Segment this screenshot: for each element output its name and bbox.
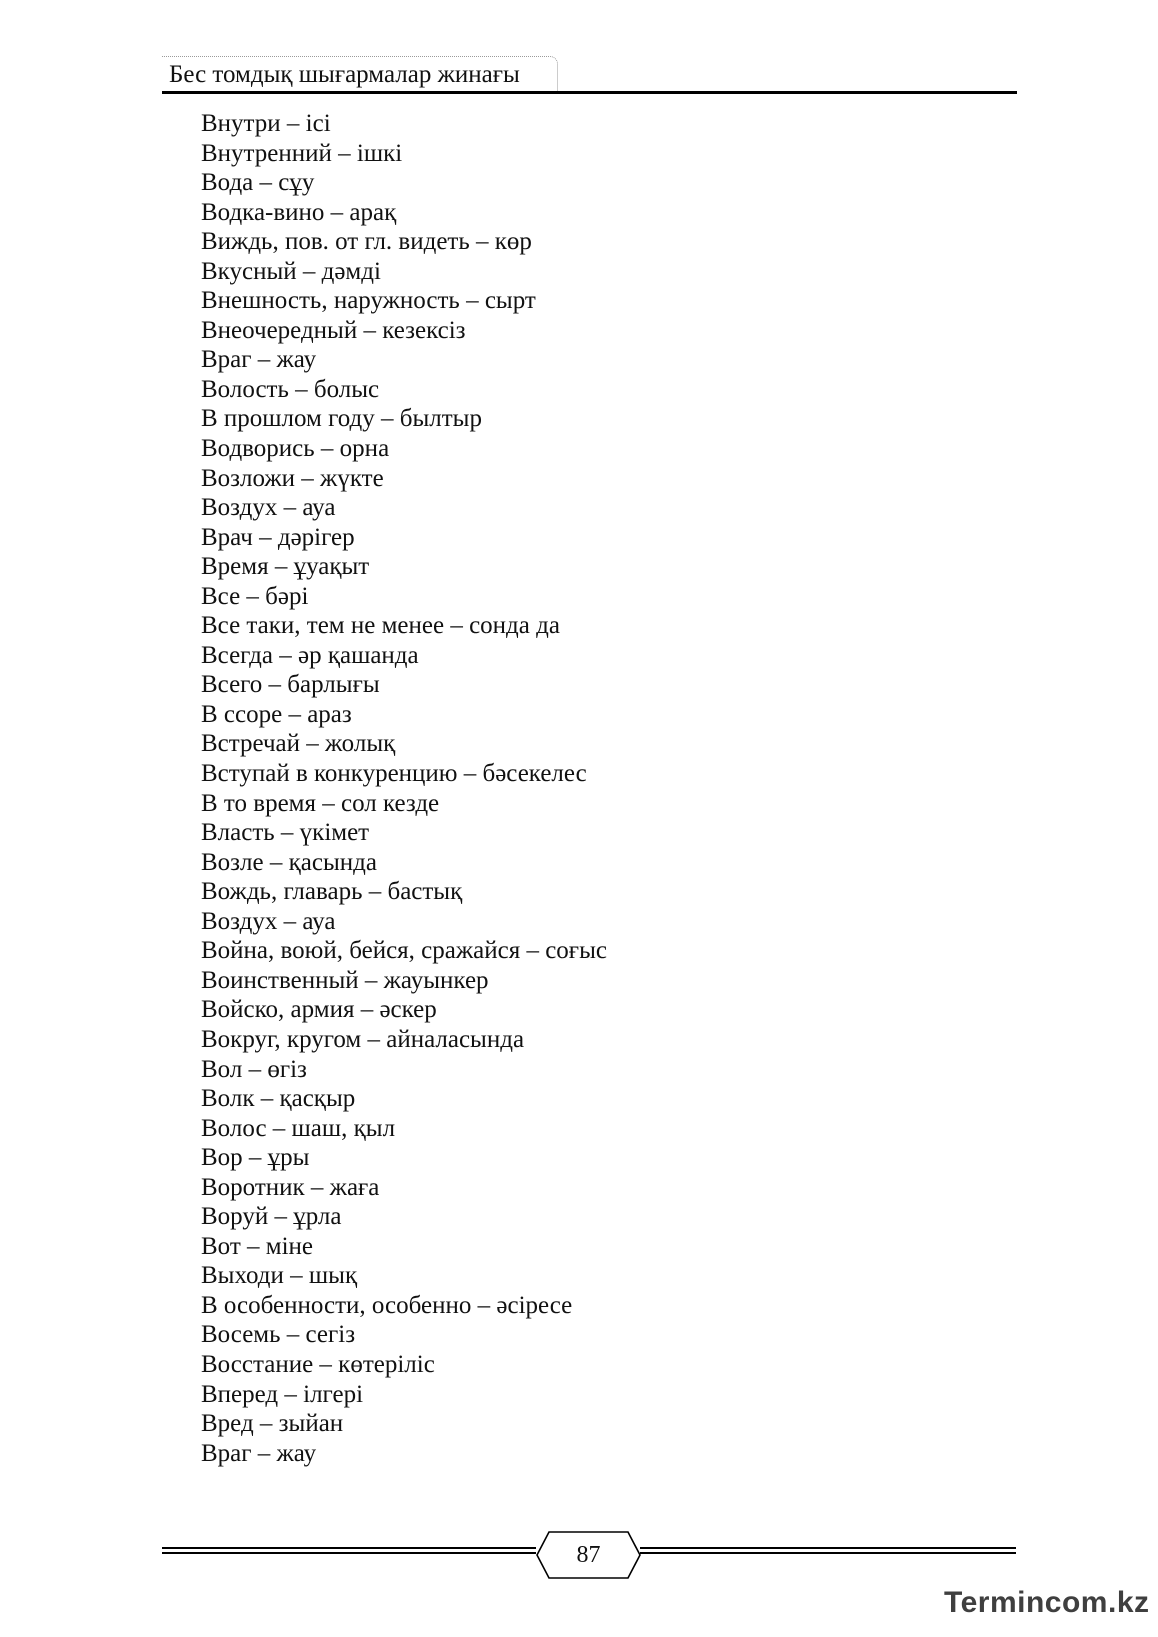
footer-rule-right <box>640 1547 1016 1554</box>
glossary-entry: В ссоре – араз <box>201 700 352 728</box>
glossary-list <box>201 109 607 1468</box>
glossary-entry: Волк – қасқыр <box>201 1085 356 1113</box>
glossary-entry: Враг – жау <box>201 1439 317 1467</box>
glossary-entry: Войско, армия – әскер <box>201 996 437 1024</box>
watermark-text: Termincom.kz <box>944 1586 1150 1619</box>
glossary-entry: Вступай в конкуренцию – бәсекелес <box>201 760 587 788</box>
glossary-entry: Вокруг, кругом – айналасында <box>201 1025 525 1053</box>
glossary-entry: Выходи – шық <box>201 1262 358 1290</box>
glossary-entry: Восемь – сегіз <box>201 1321 356 1349</box>
glossary-entry: Вор – ұры <box>201 1144 310 1172</box>
glossary-entry: Волость – болыс <box>201 375 380 403</box>
glossary-entry: Время – ұуақыт <box>201 553 370 581</box>
glossary-entry: Вода – сұу <box>201 169 315 197</box>
glossary-entry: Война, воюй, бейся, сражайся – соғыс <box>201 937 607 965</box>
footer-rule-left <box>162 1547 536 1554</box>
glossary-entry: Всего – барлығы <box>201 671 380 699</box>
glossary-entry: Вред – зыйан <box>201 1410 344 1438</box>
watermark-logo <box>944 1586 1149 1628</box>
glossary-entry: Власть – үкімет <box>201 819 370 847</box>
glossary-entry: В особенности, особенно – әсіресе <box>201 1291 573 1319</box>
glossary-entry: Внешность, наружность – сырт <box>201 287 536 315</box>
glossary-entry: Внеочередный – кезексіз <box>201 316 466 344</box>
glossary-entry: Внутренний – ішкі <box>201 139 403 167</box>
glossary-entry: Волос – шаш, қыл <box>201 1114 396 1142</box>
glossary-entry: Врач – дәрігер <box>201 523 355 551</box>
glossary-entry: Воинственный – жауынкер <box>201 966 489 994</box>
glossary-entry: Воруй – ұрла <box>201 1203 342 1231</box>
glossary-entry: Воротник – жаға <box>201 1173 380 1201</box>
glossary-entry: Водворись – орна <box>201 435 390 463</box>
glossary-entry: Внутри – ісі <box>201 110 331 137</box>
header-rule <box>162 91 1017 94</box>
glossary-entry: Все – бәрі <box>201 582 309 610</box>
page-number: 87 <box>576 1542 601 1568</box>
glossary-entry: Вождь, главарь – бастық <box>201 878 463 906</box>
glossary-entry: Восстание – көтеріліс <box>201 1350 435 1378</box>
glossary-entry: Встречай – жолық <box>201 730 396 758</box>
glossary-entry: Враг – жау <box>201 346 317 374</box>
glossary-entry: Виждь, пов. от гл. видеть – көр <box>201 228 532 256</box>
glossary-entry: Вот – міне <box>201 1232 314 1260</box>
glossary-entry: Возложи – жүкте <box>201 464 384 492</box>
glossary-entry: Воздух – ауа <box>201 907 336 935</box>
glossary-entry: Водка-вино – арақ <box>201 198 397 226</box>
glossary-entry: Вол – өгіз <box>201 1055 307 1083</box>
glossary-entry: Всегда – әр қашанда <box>201 641 419 669</box>
running-header-title: Бес томдық шығармалар жинағы <box>169 61 520 88</box>
glossary-entry: В то время – сол кезде <box>201 789 440 817</box>
glossary-entry: Все таки, тем не менее – сонда да <box>201 612 560 640</box>
glossary-entry: Воздух – ауа <box>201 494 336 522</box>
glossary-entry: В прошлом году – былтыр <box>201 405 482 433</box>
glossary-entry: Возле – қасында <box>201 848 377 876</box>
glossary-entry: Вперед – ілгері <box>201 1380 364 1408</box>
page-number-frame <box>535 1530 642 1580</box>
glossary-entry: Вкусный – дәмді <box>201 257 381 285</box>
